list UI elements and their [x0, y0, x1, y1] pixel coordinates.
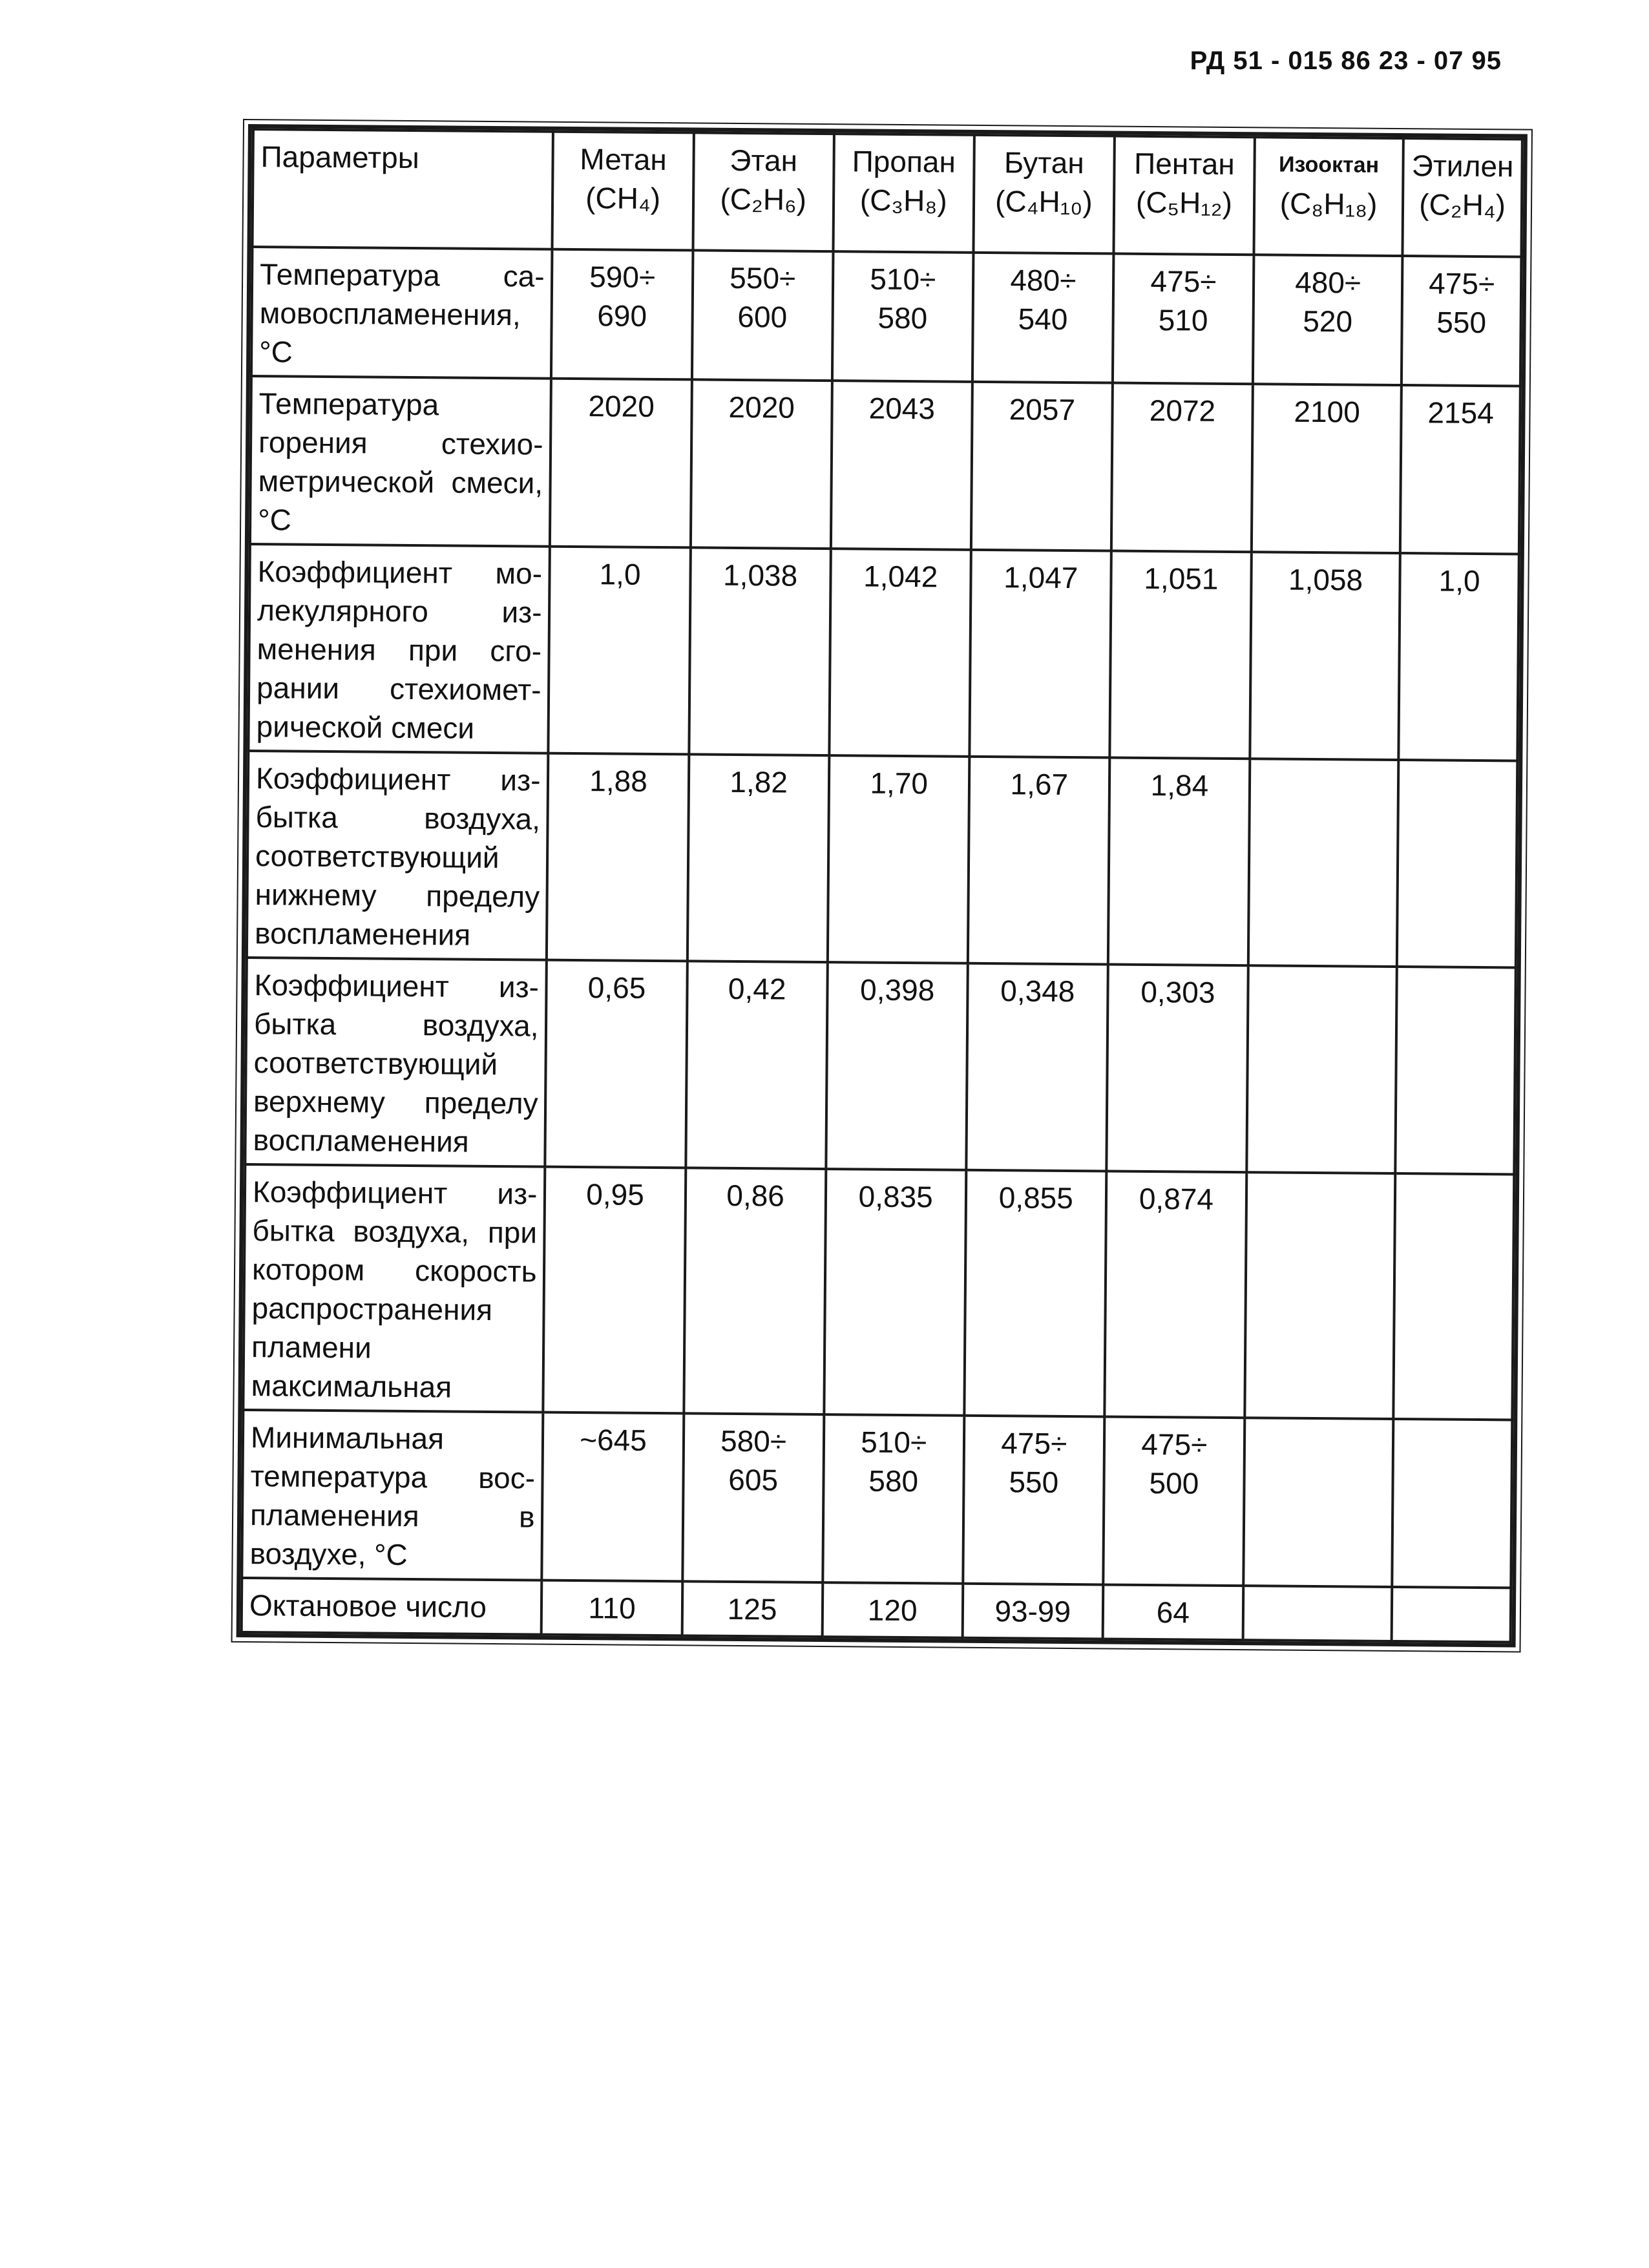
row-label: Октановое число [242, 1578, 542, 1635]
row-label: Коэффициент молекулярного изменения при сгорании стехиометрической смеси [248, 544, 550, 753]
gas-name: Метан [580, 142, 667, 177]
table-cell: 1,058 [1250, 552, 1400, 760]
table-cell: 0,303 [1106, 964, 1248, 1172]
table-cell: 2154 [1400, 385, 1520, 554]
table-cell: 0,42 [686, 961, 828, 1169]
table-cell: 475÷ 550 [1402, 256, 1521, 386]
row-label: Коэффициент избытка воздуха, соответствующий нижнему пределу воспламенения [247, 751, 549, 960]
table-row [242, 1578, 1511, 1642]
gas-formula: (C₂H₆) [720, 182, 807, 216]
table-row [248, 544, 1518, 761]
gas-formula: (C₃H₈) [859, 183, 947, 218]
header-gas-ethylene [1403, 138, 1522, 257]
table-cell: 93-99 [962, 1584, 1103, 1639]
table-row [247, 751, 1517, 967]
table-cell [1245, 1172, 1395, 1419]
table-cell: 1,67 [968, 757, 1110, 965]
table-cell: 0,855 [964, 1170, 1106, 1417]
table-cell: 0,65 [545, 960, 688, 1168]
table-cell: 1,047 [969, 550, 1111, 758]
table-cell [1395, 967, 1515, 1174]
table-cell: 480÷ 540 [972, 253, 1114, 383]
table-cell: 1,042 [829, 549, 971, 757]
gas-name: Пропан [852, 144, 956, 179]
table-cell: 0,95 [543, 1167, 686, 1414]
header-parameters: Параметры [253, 129, 554, 249]
table-cell: 1,0 [1398, 553, 1518, 761]
document-code: РД 51 - 015 86 23 - 07 95 [1190, 47, 1502, 75]
table-cell: 480÷ 520 [1253, 255, 1403, 385]
table-cell: ~645 [542, 1412, 684, 1582]
table-cell: 590÷ 690 [551, 249, 693, 380]
table-cell: 510÷ 580 [823, 1414, 964, 1584]
table-cell: 1,84 [1108, 758, 1250, 966]
gas-name: Изооктан [1278, 152, 1380, 178]
table-cell: 1,88 [547, 753, 689, 961]
table-cell: 2057 [971, 382, 1113, 551]
parameters-table [240, 128, 1524, 1643]
table-cell [1243, 1418, 1393, 1587]
header-gas-propane [833, 134, 974, 253]
table-row [243, 1164, 1514, 1420]
table-cell: 0,874 [1104, 1171, 1246, 1418]
row-label: Минимальная температура воспламенения в воздухе, °C [242, 1410, 543, 1580]
gas-name: Бутан [1003, 145, 1084, 180]
table-cell: 550÷ 600 [691, 250, 833, 381]
table-cell: 475÷ 510 [1113, 254, 1254, 384]
row-label: Температура горения стехиометрической смеси, °C [250, 376, 552, 547]
table-cell: 125 [682, 1581, 823, 1637]
table-cell: 580÷ 605 [682, 1413, 824, 1582]
row-label: Температура самовоспламенения, °C [251, 247, 552, 379]
table-cell: 475÷ 500 [1103, 1416, 1245, 1586]
table-row [242, 1410, 1512, 1588]
table-cell [1243, 1586, 1392, 1641]
gas-name: Пентан [1133, 146, 1235, 181]
table-cell: 475÷ 550 [963, 1416, 1104, 1585]
table-cell: 64 [1102, 1584, 1243, 1640]
gas-formula: (C₄H₁₀) [994, 184, 1093, 219]
table-cell: 1,0 [549, 547, 691, 755]
table-cell: 1,038 [689, 547, 831, 755]
gas-name: Этилен [1411, 149, 1514, 184]
table-row [245, 958, 1515, 1174]
table-cell [1397, 760, 1517, 967]
row-label: Коэффициент избытка воздуха, при котором скорость распространения пламени максимальная [243, 1164, 545, 1412]
table-cell: 2072 [1111, 383, 1253, 552]
table-cell: 0,398 [826, 962, 968, 1170]
table-cell: 110 [541, 1580, 682, 1636]
table-row [250, 376, 1520, 554]
table-cell: 1,82 [687, 754, 829, 962]
header-gas-pentane [1113, 136, 1255, 255]
table-cell: 0,348 [966, 963, 1108, 1171]
gas-formula: (C₂H₄) [1419, 187, 1506, 222]
table-cell [1248, 759, 1399, 967]
header-gas-isooctane [1254, 137, 1403, 256]
table-header-row [253, 129, 1522, 257]
gas-formula: (C₅H₁₂) [1135, 185, 1233, 220]
row-label: Коэффициент избытка воздуха, соответствующий верхнему пределу воспламенения [245, 958, 547, 1167]
table-cell [1393, 1173, 1514, 1420]
table-cell: 2020 [690, 379, 832, 549]
gas-formula: (C₈H₁₈) [1279, 186, 1378, 221]
parameters-table-frame [236, 124, 1528, 1647]
table-cell: 0,835 [824, 1169, 966, 1416]
table-cell: 0,86 [684, 1168, 826, 1414]
table-cell: 510÷ 580 [832, 251, 974, 382]
table-cell: 2020 [550, 379, 691, 548]
header-gas-butane [973, 135, 1115, 254]
table-cell: 120 [822, 1582, 963, 1638]
header-gas-methane [552, 132, 694, 251]
table-cell: 2043 [831, 381, 972, 550]
table-row [251, 247, 1522, 386]
table-cell: 1,70 [828, 755, 970, 963]
table-cell [1246, 965, 1397, 1173]
table-cell [1392, 1587, 1511, 1642]
table-cell: 1,051 [1109, 551, 1252, 759]
table-cell: 2100 [1252, 384, 1402, 553]
gas-name: Этан [730, 143, 798, 178]
header-gas-ethane [693, 132, 834, 251]
table-cell [1392, 1419, 1512, 1588]
gas-formula: (CH₄) [585, 181, 661, 216]
